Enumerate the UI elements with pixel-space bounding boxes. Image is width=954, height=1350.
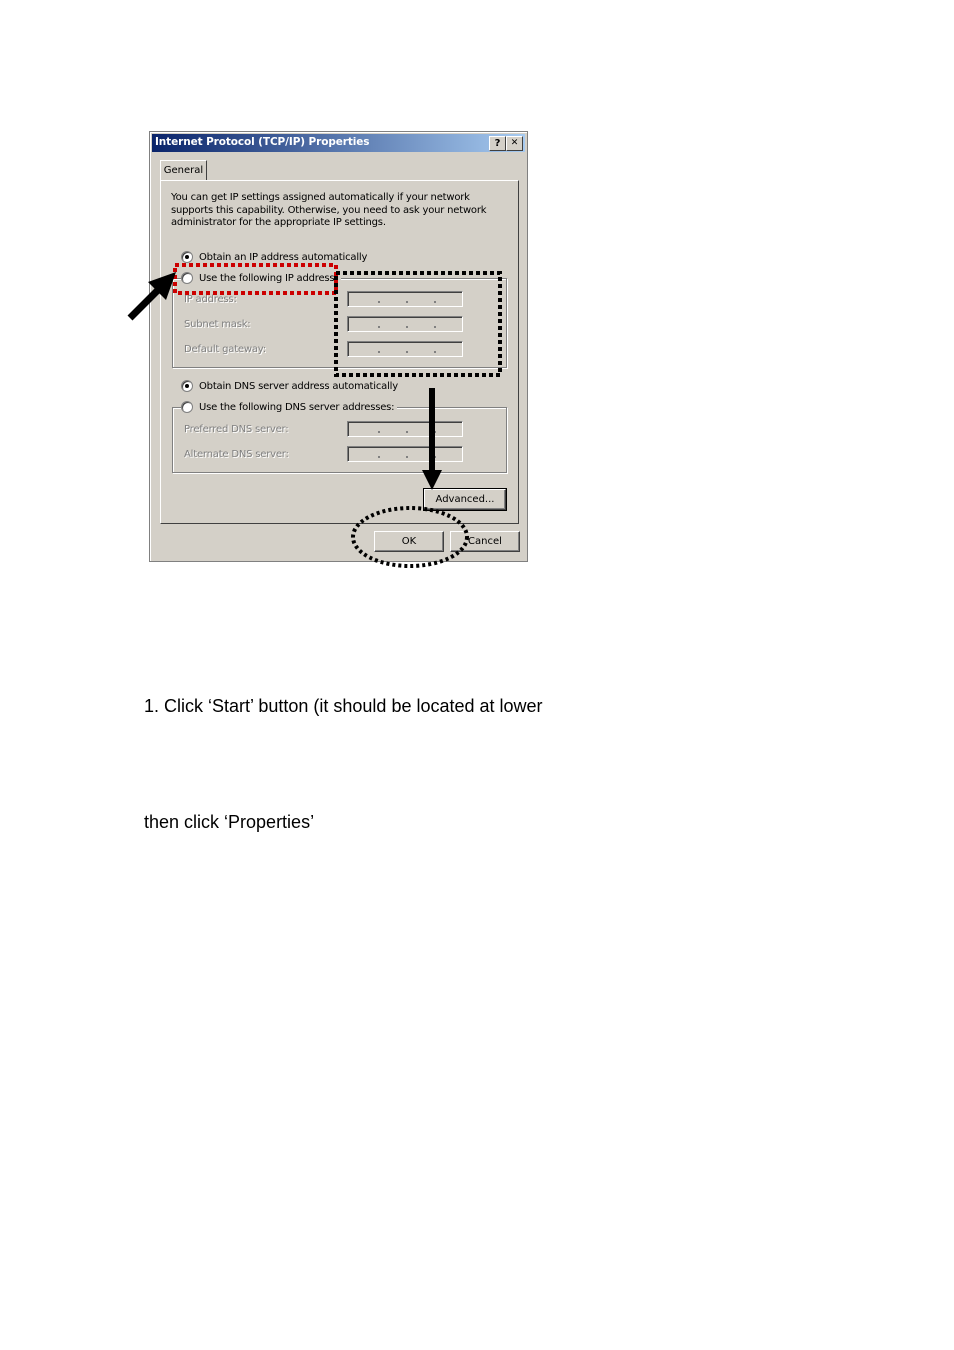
dns-auto-radio[interactable]	[181, 380, 193, 392]
ip-manual-label: Use the following IP address:	[199, 272, 338, 284]
preferred-dns-label: Preferred DNS server:	[184, 424, 289, 435]
ip-auto-option[interactable]	[181, 250, 367, 264]
description-text: You can get IP settings assigned automatically if your network supports this capability. Otherwise, you need to ask your network administrator for the appropriate IP settings.	[171, 192, 487, 228]
tcpip-properties-dialog	[149, 131, 528, 562]
ip-manual-option[interactable]	[181, 271, 341, 285]
alternate-dns-label: Alternate DNS server:	[184, 449, 289, 460]
dialog-title: Internet Protocol (TCP/IP) Properties	[155, 136, 370, 148]
dns-settings-group	[172, 407, 507, 473]
instruction-step-1: 1. Click ‘Start’ button (it should be located at lower	[144, 696, 543, 716]
default-gateway-label: Default gateway:	[184, 344, 266, 355]
ip-manual-radio[interactable]	[181, 272, 193, 284]
subnet-mask-field[interactable]	[347, 316, 463, 332]
ok-button[interactable]: OK	[374, 531, 444, 552]
close-icon[interactable]: ✕	[506, 136, 523, 151]
dns-auto-option[interactable]	[181, 379, 398, 393]
subnet-mask-label: Subnet mask:	[184, 319, 251, 330]
preferred-dns-field[interactable]	[347, 421, 463, 437]
ip-address-label: IP address:	[184, 294, 237, 305]
tab-general[interactable]: General	[160, 160, 207, 181]
cancel-button[interactable]: Cancel	[450, 531, 520, 552]
instruction-step-2: then click ‘Properties’	[144, 812, 315, 832]
advanced-button[interactable]: Advanced...	[424, 489, 506, 510]
ip-auto-radio[interactable]	[181, 251, 193, 263]
dns-auto-label: Obtain DNS server address automatically	[199, 380, 398, 392]
dns-manual-label: Use the following DNS server addresses:	[199, 401, 395, 413]
dns-manual-option[interactable]	[181, 400, 397, 414]
ip-address-field[interactable]	[347, 291, 463, 307]
ip-auto-label: Obtain an IP address automatically	[199, 251, 368, 263]
help-icon[interactable]: ?	[489, 136, 506, 151]
alternate-dns-field[interactable]	[347, 446, 463, 462]
title-bar[interactable]	[152, 134, 525, 152]
dns-manual-radio[interactable]	[181, 401, 193, 413]
default-gateway-field[interactable]	[347, 341, 463, 357]
